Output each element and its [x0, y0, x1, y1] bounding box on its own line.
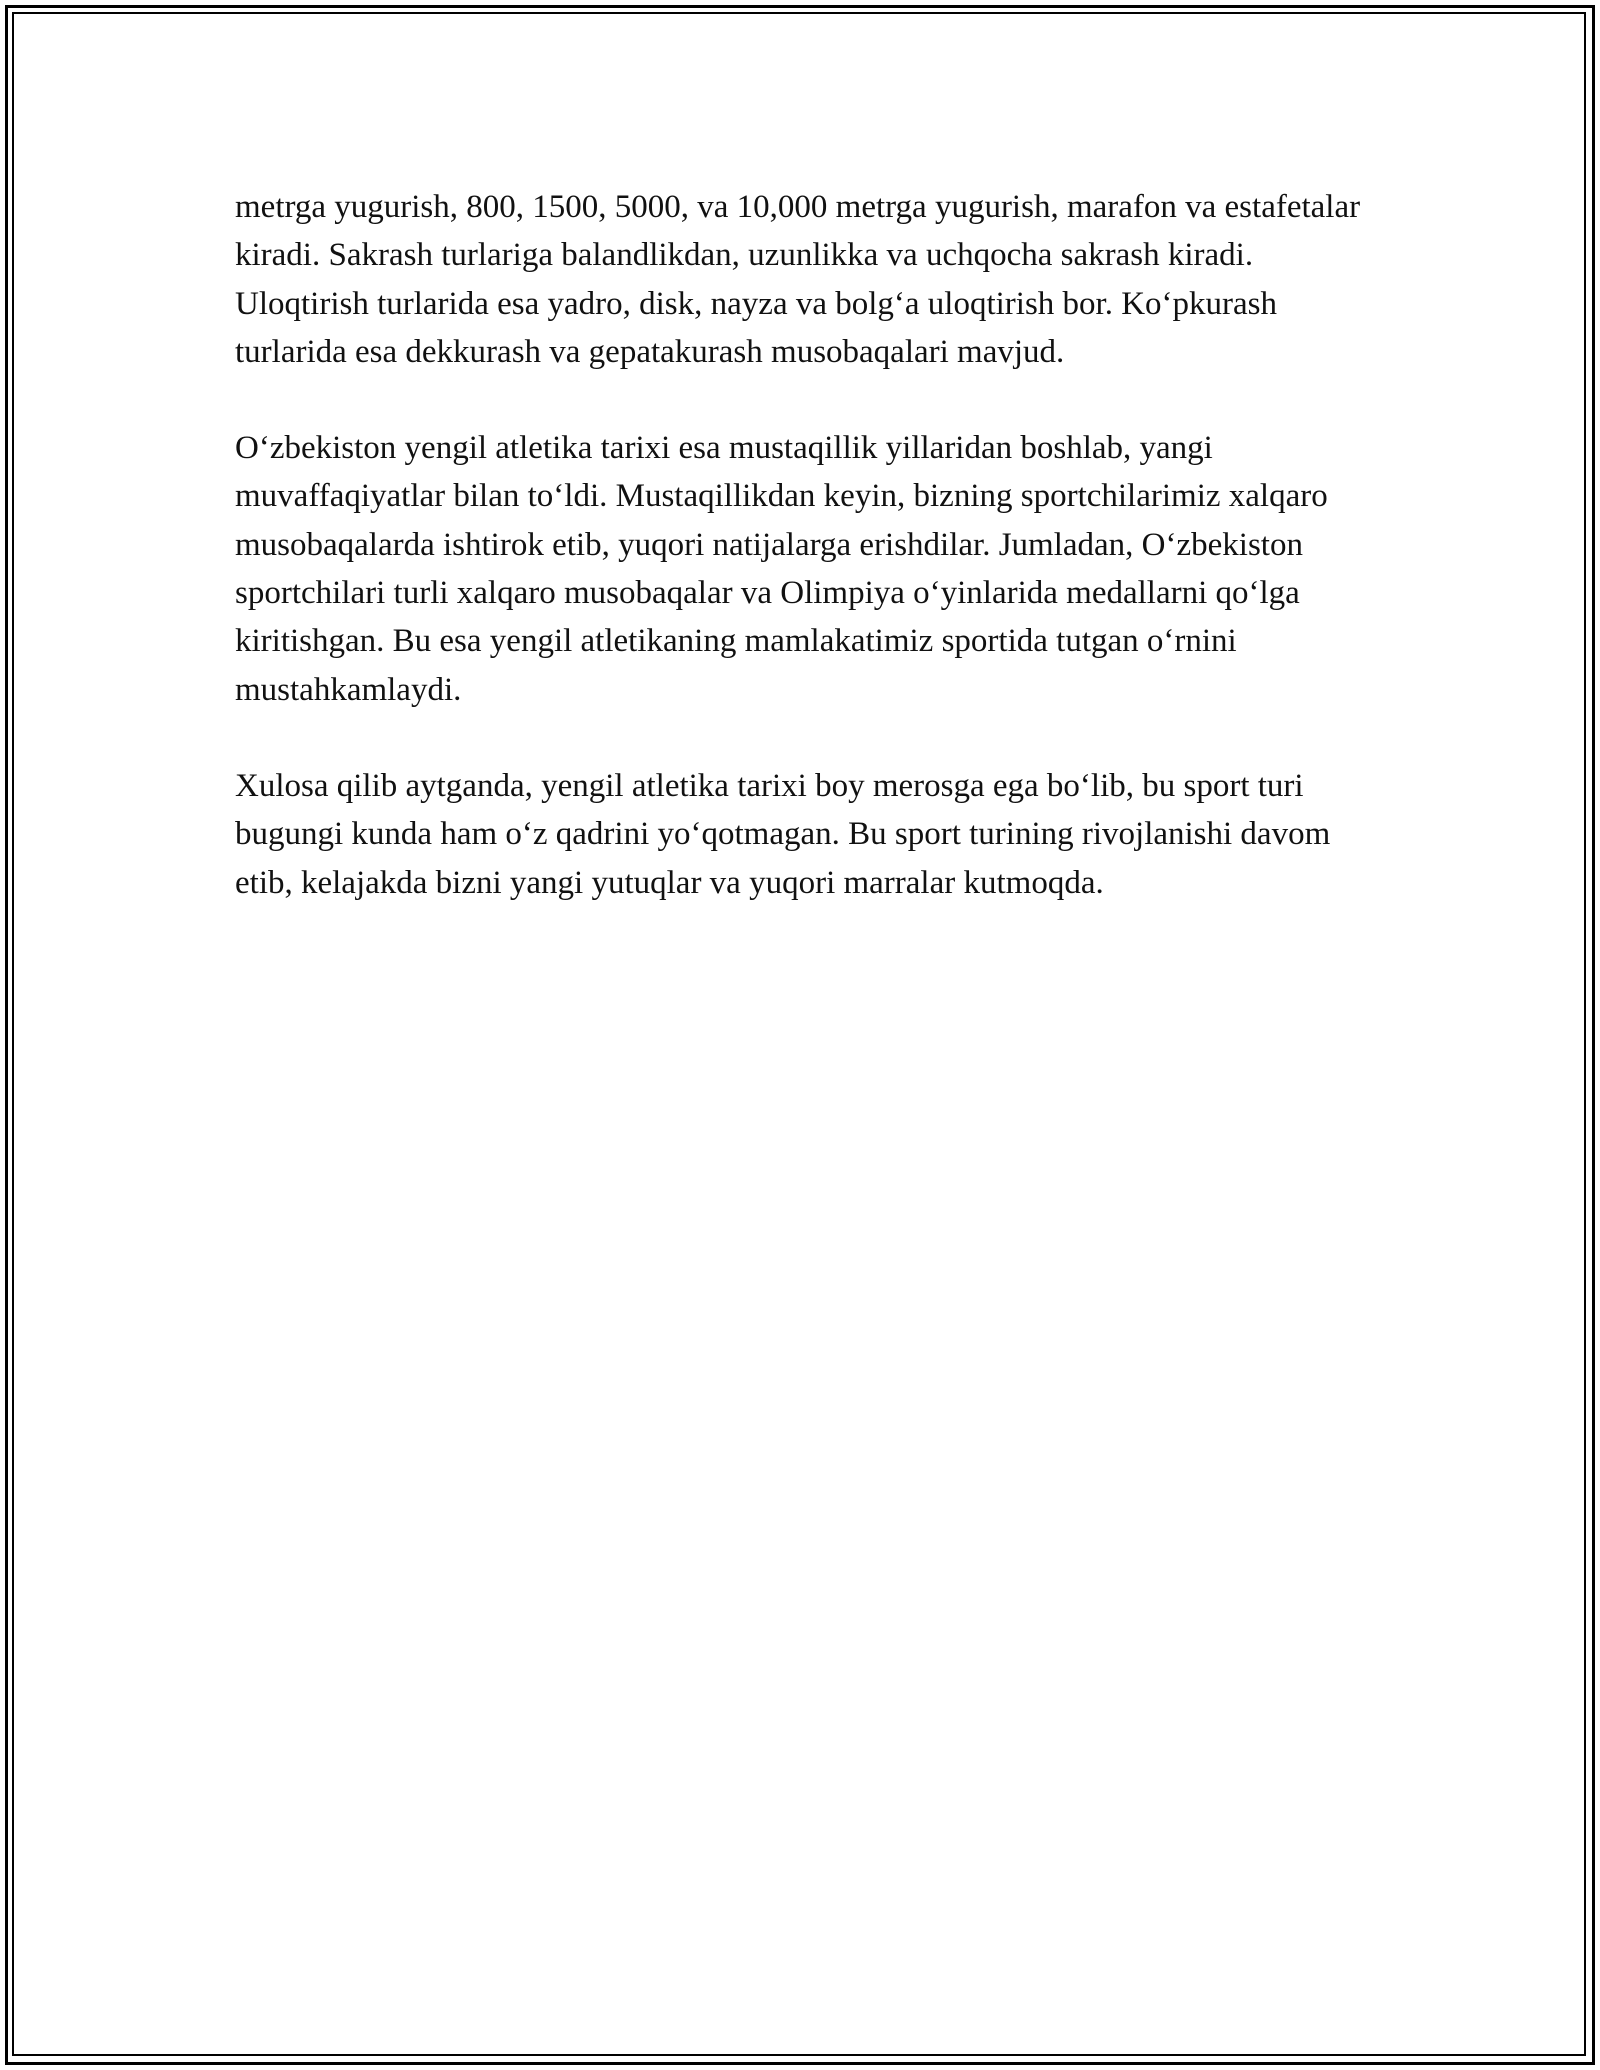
paragraph-athletics-events: metrga yugurish, 800, 1500, 5000, va 10,000 metrga yugurish, marafon va estafetalar kiradi. Sakrash turlariga balandlikdan, uzunlikka va uchqocha sakrash kiradi. Uloqtirish turlarida esa yadro, disk, nayza va bolg‘a uloqtirish bor. Ko‘pkurash turlarida esa dekkurash va gepatakurash musobaqalari mavjud. — [235, 189, 1361, 370]
paragraph-uzbekistan-history: O‘zbekiston yengil atletika tarixi esa mustaqillik yillaridan boshlab, yangi muvaffaqiyatlar bilan to‘ldi. Mustaqillikdan keyin, bizning sportchilarimiz xalqaro musobaqalarda ishtirok etib, yuqori natijalarga erishdilar. Jumladan, O‘zbekiston sportchilari turli xalqaro musobaqalar va Olimpiya o‘yinlarida medallarni qo‘lga kiritishgan. Bu esa yengil atletikaning mamlakatimiz sportida tutgan o‘rnini mustahkamlaydi. — [235, 430, 1328, 708]
document-body — [235, 183, 1370, 955]
paragraph-conclusion: Xulosa qilib aytganda, yengil atletika tarixi boy merosga ega bo‘lib, bu sport turi bugungi kunda ham o‘z qadrini yo‘qotmagan. Bu sport turining rivojlanishi davom etib, kelajakda bizni yangi yutuqlar va yuqori marralar kutmoqda. — [235, 767, 1331, 901]
